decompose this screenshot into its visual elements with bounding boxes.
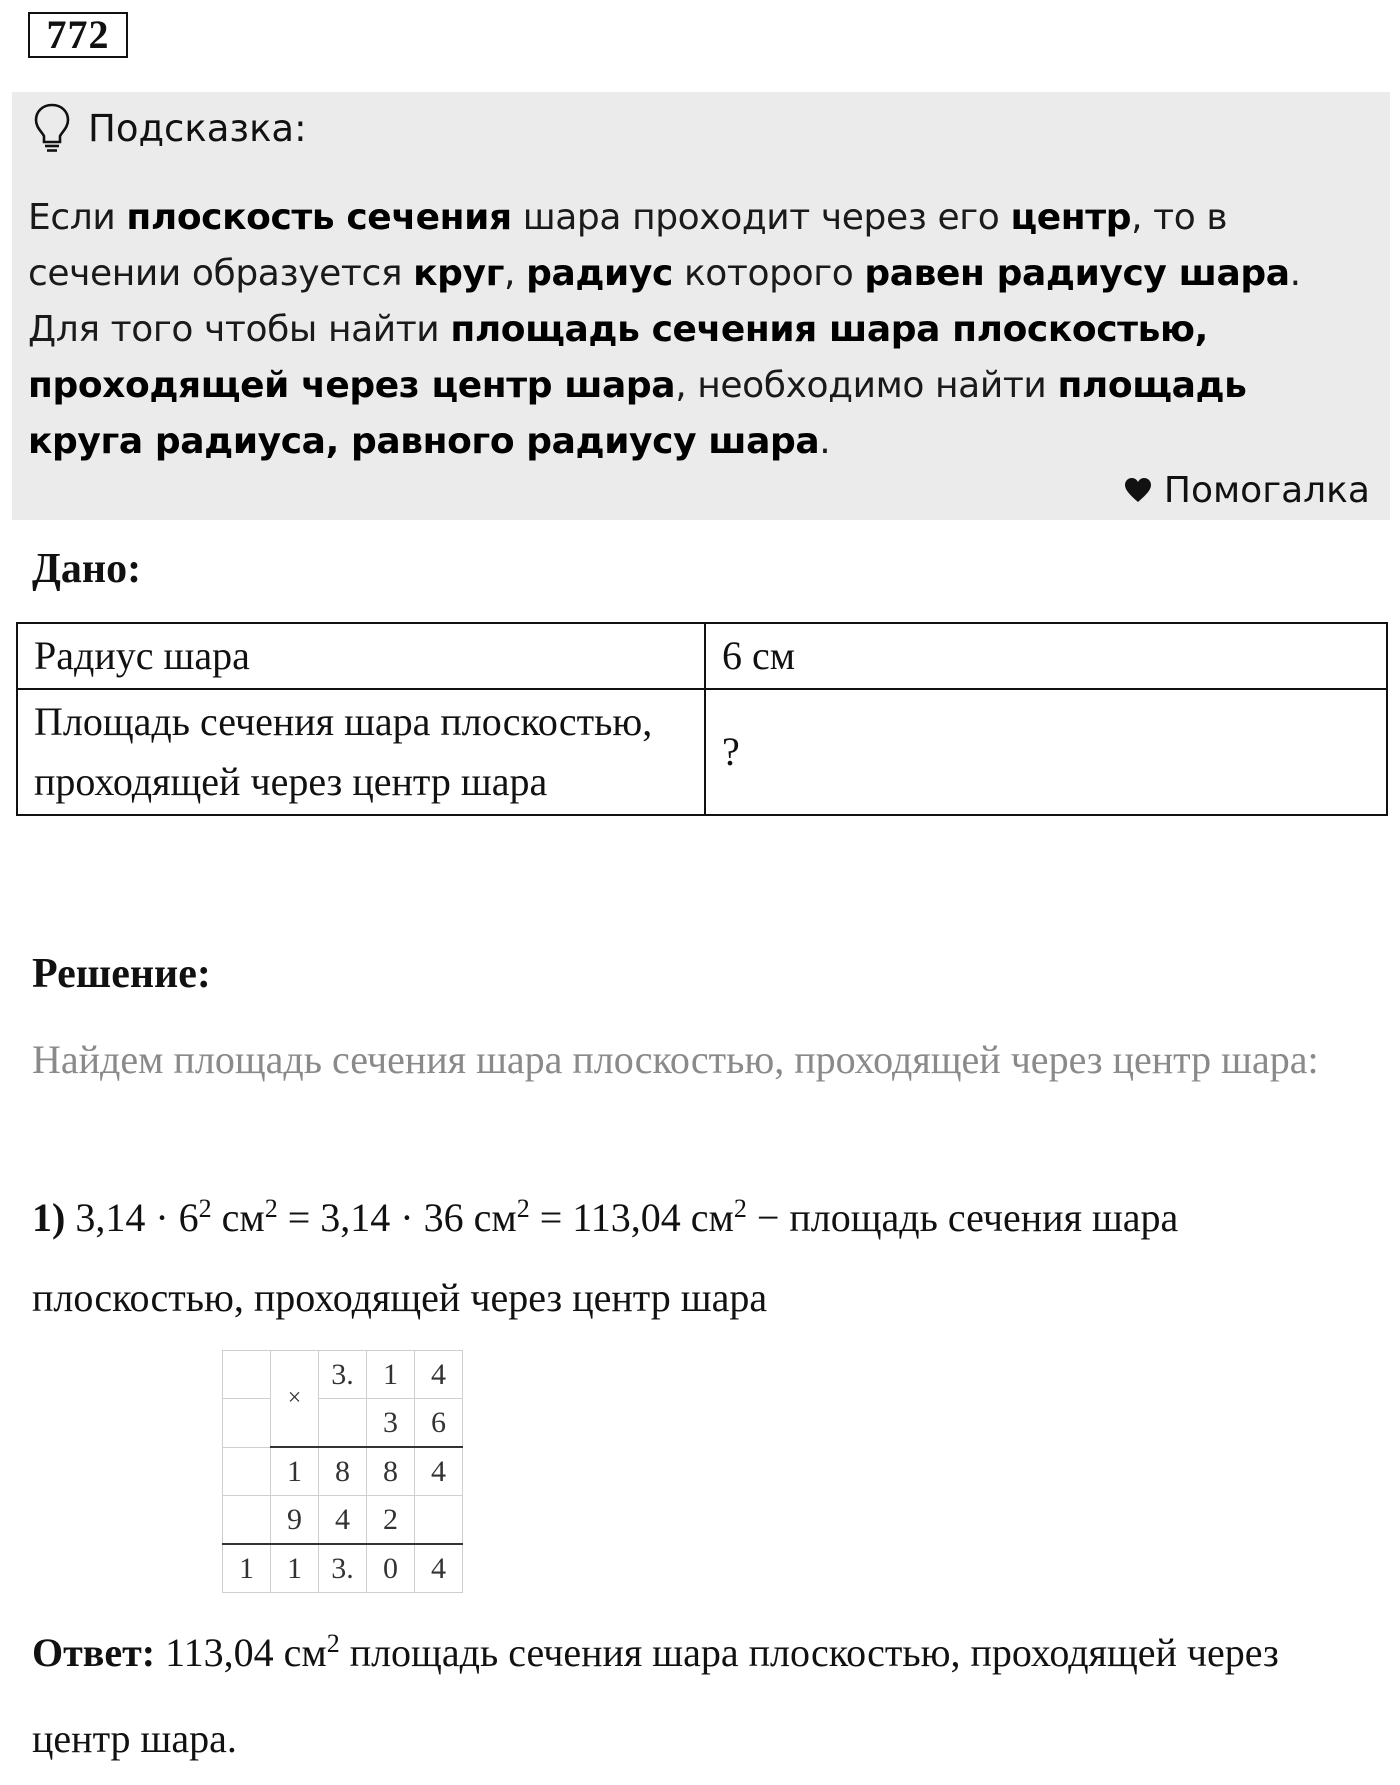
multiplication-grid: [222, 1350, 463, 1593]
formula-part: см: [211, 1195, 265, 1240]
hint-paragraph-1: [28, 190, 1370, 302]
lightbulb-icon: [32, 102, 72, 154]
given-heading: Дано:: [32, 546, 142, 592]
hint-text: , то в сечении образуется: [28, 197, 1228, 294]
hint-footer: [1124, 464, 1370, 516]
exponent: 2: [326, 1629, 340, 1658]
hint-bold-text: равен радиусу шара: [864, 253, 1290, 294]
exponent: 2: [516, 1194, 530, 1223]
calc-cell: 3.: [319, 1544, 367, 1593]
solution-intro: Найдем площадь сечения шара плоскостью, проходящей через центр шара:: [32, 1037, 1319, 1082]
given-label: Радиус шара: [17, 623, 705, 689]
hint-text: .: [1289, 253, 1301, 294]
step-label: 1): [32, 1195, 66, 1240]
calc-cell: 4: [415, 1544, 463, 1593]
exponent: 2: [733, 1194, 747, 1223]
calc-row: [223, 1447, 463, 1496]
calc-cell: [223, 1447, 271, 1496]
formula-part: 3,14 · 6: [65, 1195, 199, 1240]
exponent: 2: [198, 1194, 212, 1223]
calc-cell: 3.: [319, 1351, 367, 1399]
hint-bold-text: плоскость сечения: [126, 197, 512, 238]
hint-text: которого: [672, 253, 865, 294]
calc-cell: 1: [223, 1544, 271, 1593]
formula-part: − площадь сечения шара плоскостью, проходящей через центр шара: [32, 1195, 1179, 1320]
hint-title-text: Подсказка:: [88, 106, 307, 150]
formula-part: = 113,04 см: [529, 1195, 734, 1240]
calc-cell: 6: [415, 1399, 463, 1448]
hint-text: Если: [28, 197, 127, 238]
answer-label: Ответ:: [32, 1630, 156, 1675]
hint-text: шара проходит через его: [511, 197, 1011, 238]
calc-cell: 2: [367, 1496, 415, 1545]
solution-heading: Решение:: [32, 951, 211, 997]
given-label: Площадь сечения шара плоскостью, проходящей через центр шара: [17, 689, 705, 815]
calc-cell: [223, 1399, 271, 1448]
calc-cell: [415, 1496, 463, 1545]
task-number: 772: [28, 12, 128, 58]
calc-cell: 9: [271, 1496, 319, 1545]
hint-title: [32, 102, 307, 154]
calc-cell: 1: [367, 1351, 415, 1399]
hint-bold-text: центр: [1010, 197, 1132, 238]
calc-row: [223, 1399, 463, 1448]
given-value: 6 см: [705, 623, 1387, 689]
calc-cell: 4: [415, 1447, 463, 1496]
calc-cell: 8: [367, 1447, 415, 1496]
given-table: [16, 622, 1388, 816]
hint-text: ,: [504, 253, 527, 294]
calc-cell: 3: [367, 1399, 415, 1448]
hint-text: , необходимо найти: [675, 365, 1058, 406]
calc-cell: [319, 1399, 367, 1448]
hint-text: .: [819, 421, 831, 462]
hint-box: [12, 92, 1390, 520]
hint-bold-text: площадь сечения шара плоскостью, проходящей через центр шара: [28, 309, 1208, 406]
hint-footer-text: Помогалка: [1163, 469, 1370, 511]
answer-text: площадь сечения шара плоскостью, проходящей через центр шара.: [32, 1630, 1279, 1761]
calc-row: [223, 1544, 463, 1593]
answer-value: 113,04 см: [155, 1630, 327, 1675]
answer: [32, 1610, 1372, 1782]
hint-body: [28, 190, 1370, 470]
solution-step-1: [32, 1178, 1372, 1338]
calc-cell: 1: [271, 1447, 319, 1496]
calc-cell: [223, 1351, 271, 1399]
calc-cell: 4: [319, 1496, 367, 1545]
calc-row: [223, 1496, 463, 1545]
hint-text: Для того чтобы найти: [28, 309, 451, 350]
hint-bold-text: площадь круга радиуса, равного радиусу шара: [28, 365, 1247, 462]
heart-icon: [1124, 477, 1152, 503]
formula-part: = 3,14 · 36 см: [277, 1195, 517, 1240]
calc-cell: 4: [415, 1351, 463, 1399]
calc-cell: [223, 1496, 271, 1545]
exponent: 2: [264, 1194, 278, 1223]
calc-cell: 8: [319, 1447, 367, 1496]
hint-bold-text: радиус: [526, 253, 673, 294]
calc-cell: 1: [271, 1544, 319, 1593]
hint-paragraph-2: [28, 302, 1370, 470]
given-value: ?: [705, 689, 1387, 815]
calc-row: [223, 1351, 463, 1399]
hint-bold-text: круг: [413, 253, 505, 294]
table-row: [17, 623, 1387, 689]
multiply-sign: ×: [271, 1351, 319, 1448]
table-row: [17, 689, 1387, 815]
calc-cell: 0: [367, 1544, 415, 1593]
